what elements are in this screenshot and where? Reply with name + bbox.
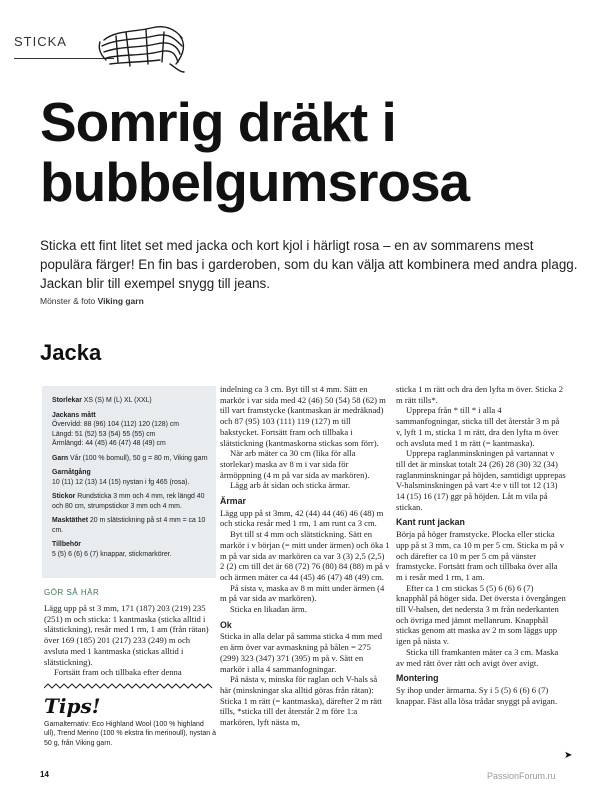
spec-sizes: Storlekar XS (S) M (L) XL (XXL) — [52, 397, 152, 404]
instructions-column-2 — [220, 384, 390, 728]
instruction-paragraph: Börja på höger framstycke. Plocka eller sticka upp på st 3 mm, ca 10 m per 5 cm. Sticka m på v och därefter ca 10 m per 5 cm på vänster framstycke. Fortsätt fram och tillbaka över alla m i resår med 1 rm, 1 am. — [396, 529, 565, 582]
tips-text: Garnalternativ: Eco Highland Wool (100 % highland ull), Trend Merino (100 % ekstra fin merinoull), nystan à 50 g, från Viking garn. — [44, 721, 216, 747]
instructions-column-3 — [396, 384, 566, 706]
instructions-column-1 — [44, 603, 216, 678]
instruction-paragraph: Lägg upp på st 3mm, 42 (44) 44 (46) 46 (48) m och sticka resår med 1 rm, 1 am runt ca 3 cm. — [220, 507, 384, 529]
section-label: STICKA — [14, 34, 67, 49]
credit-label: Mönster & foto — [40, 296, 96, 306]
instruction-paragraph: Byt till st 4 mm och slätstickning. Sätt en markör i v början (= mitt under ärmen) och öka 1 m på var sida av markören ca var 3 (3) 2,5 (2,5) 2 (2) cm till det är 68 (72) 76 (80) 84 (88) m på v och ärmen mäter ca 44 (45) 46 (47) 48 (49) cm. — [220, 529, 390, 582]
spec-yarn-amount-label: Garnåtgång — [52, 469, 91, 476]
instruction-paragraph: Fortsätt fram och tillbaka efter denna — [54, 667, 182, 678]
instruction-paragraph: Efter ca 1 cm stickas 5 (5) 6 (6) 6 (7) knapphål på höger sida. Det översta i övergången till V-halsen, det nedersta 3 m från nederkanten och övriga med jämnt mellanrum. Knapphål stickas genom att maska av 2 m som läggs upp igen på nästa v. — [396, 582, 566, 647]
instruction-paragraph: Sticka en likadan ärm. — [230, 604, 307, 615]
lead-paragraph: Sticka ett fint litet set med jacka och kort kjol i härligt rosa – en av sommarens mest populära färger! En fin bas i garderoben, som du kan välja att kombinera med andra plagg. Jackan blir till exempel snygg till jeans. — [40, 238, 578, 291]
spec-notions-label: Tillbehör — [52, 541, 81, 548]
instruction-paragraph: Sticka till framkanten mäter ca 3 cm. Maska av med rätt över rätt och avigt över avigt. — [396, 646, 559, 668]
watermark: PassionForum.ru — [487, 771, 556, 781]
subheading-montering: Montering — [396, 673, 439, 684]
spec-yarn-amount: 10 (11) 12 (13) 14 (15) nystan i fg 465 (rosa). — [52, 478, 190, 486]
spec-measurement-line: Längd: 51 (52) 53 (54) 55 (55) cm — [52, 430, 156, 438]
specs-box — [42, 386, 216, 578]
instruction-paragraph: sticka 1 m rätt och dra den lyfta m över. Sticka 2 m rätt tills*. — [396, 384, 564, 405]
spec-notions: 5 (5) 6 (6) 6 (7) knappar, stickmarkörer. — [52, 550, 172, 558]
spec-gauge: Masktäthet 20 m slätstickning på st 4 mm = ca 10 cm. — [52, 517, 206, 534]
tips-title: Tips! — [44, 694, 101, 718]
instruction-paragraph: När arb mäter ca 30 cm (lika för alla storlekar) maska av 8 m i var sida för ärmöppning (4 m på var sida av markören). — [220, 448, 370, 480]
instruction-paragraph: Upprepa från * till * i alla 4 sammanfogningar, sticka till det återstår 3 m på v, lyft 1 m, sticka 1 m rätt, dra den lyfta m över och avsluta med 1 m rätt (= kantmaska). — [396, 405, 560, 448]
spec-needles: Stickor Rundsticka 3 mm och 4 mm, rek längd 40 och 80 cm, strumpstickor 3 mm och 4 mm. — [52, 493, 205, 510]
continue-arrow-icon: ➤ — [564, 750, 573, 761]
spec-measurement-line: Övervídd: 88 (96) 104 (112) 120 (128) cm — [52, 421, 180, 428]
spec-yarn: Garn Vår (100 % bomull), 50 g = 80 m, Viking garn — [52, 454, 208, 462]
spec-measurement-line: Ärmlängd: 44 (45) 46 (47) 48 (49) cm — [52, 440, 166, 447]
instruction-paragraph: indelning ca 3 cm. Byt till st 4 mm. Sätt en markör i var sida med 42 (46) 50 (54) 58 (62) m till vart framstycke (kantmaskan är medräknad) och 87 (95) 103 (111) 119 (127) m till bakstycket. Fortsätt fram och tillbaka i slätstickning (kantmaskorna stickas som förr). — [220, 384, 386, 448]
page-number: 14 — [40, 770, 49, 779]
instruction-paragraph: Lägg arb åt sidan och sticka ärmar. — [230, 480, 351, 491]
instruction-paragraph: På nästa v, minska för raglan och V-hals så här (minskningar ska alltid göras från rätan): Sticka 1 m rätt (= kantmaska), därefter 2 m rätt tills, *sticka till det återstår 2 m före 1:a markören, lyft nästa m, — [220, 674, 382, 728]
instruction-paragraph: Upprepa raglanminskningen på vartannat v till det är minskat totalt 24 (26) 28 (30) 32 (34) raglanminskningar på höjden, samtidigt upprepas V-halsminskningen på vart 4:e v till tot 12 (13) 14 (15) 16 (17) ggr på höjden. Låt m vila på stickan. — [396, 448, 566, 512]
section-title-jacka: Jacka — [40, 340, 102, 365]
spec-measurements-label: Jackans mått — [52, 411, 96, 419]
article-title: Somrig dräkt i bubbelgumsrosa — [40, 91, 470, 213]
zigzag-divider — [44, 682, 214, 690]
how-to-label: GÖR SÅ HÄR — [44, 588, 100, 597]
subheading-kant: Kant runt jackan — [396, 517, 465, 528]
instruction-paragraph: På sista v, maska av 8 m mitt under ärmen (4 m på var sida av markören). — [220, 582, 385, 604]
instruction-paragraph: Sticka in alla delar på samma sticka 4 mm med en ärm över var avmaskning på bålen = 275 (299) 323 (347) 371 (395) m på v. Sätt en markör i alla 4 sammanfogningar. — [220, 631, 383, 674]
instruction-paragraph: Sy ihop under ärmarna. Sy i 5 (5) 6 (6) 6 (7) knappar. Fäst alla lösa trådar snyggt på avigan. — [396, 684, 558, 706]
credit-name: Viking garn — [97, 296, 144, 306]
subheading-ok: Ok — [220, 619, 232, 630]
pattern-credit — [40, 296, 144, 306]
yarn-skein-icon — [96, 18, 186, 74]
subheading-armar: Ärmar — [220, 496, 246, 507]
instruction-paragraph: Lägg upp på st 3 mm, 171 (187) 203 (219) 235 (251) m och sticka: 1 kantmaska (sticka alltid i slätstickning), resår med 1 rm, 1 am (från rätan) över 169 (185) 201 (217) 233 (249) m och avsluta med 1 kantmaska (stickas alltid i slätstickning). — [44, 603, 209, 667]
page-header — [14, 18, 590, 78]
